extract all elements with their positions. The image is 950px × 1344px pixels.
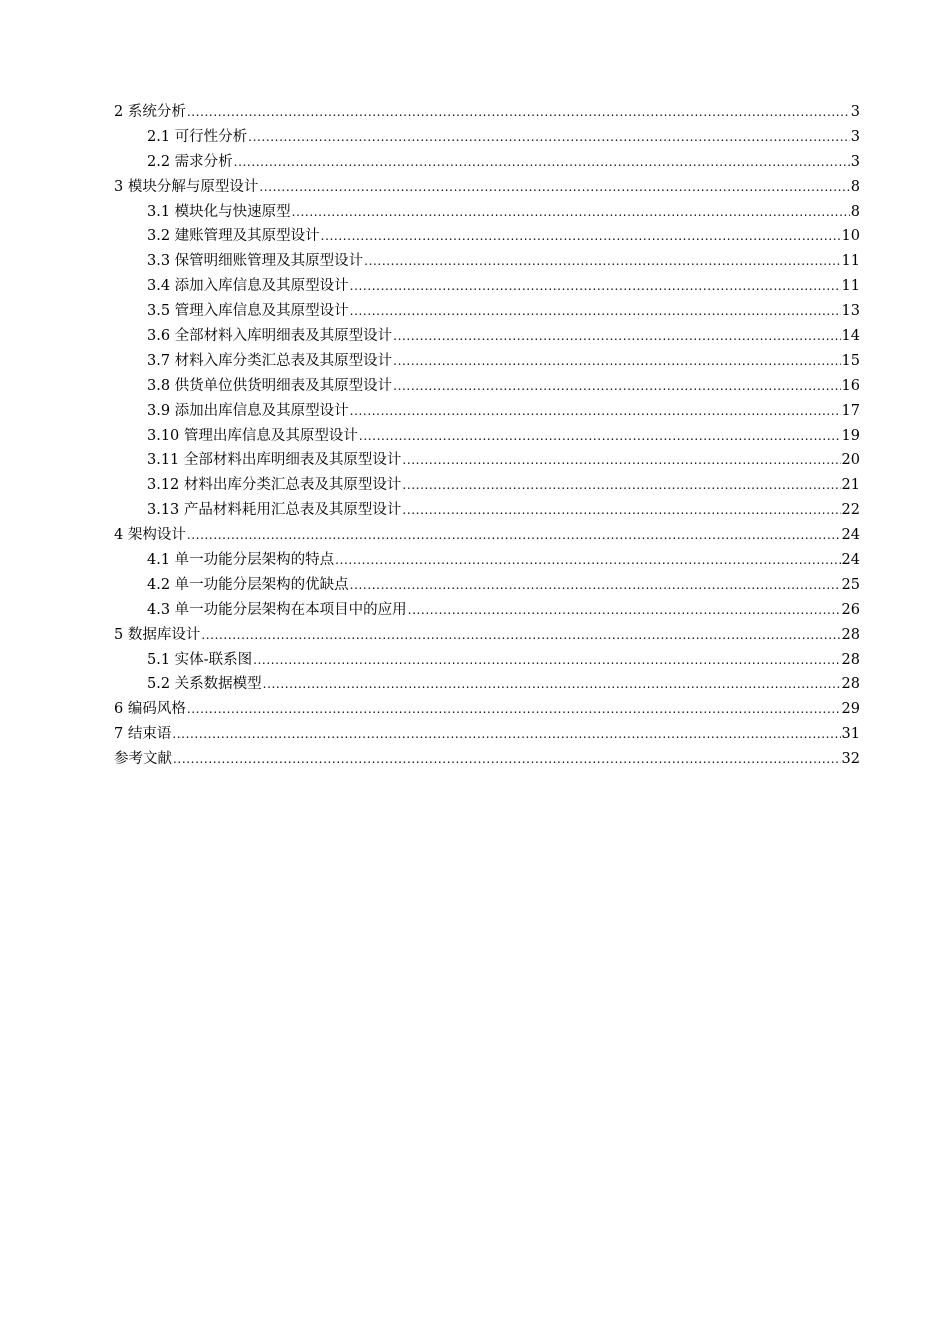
toc-entry-page: 24: [841, 552, 860, 569]
toc-entry-page: 20: [841, 452, 860, 469]
toc-entry-page: 21: [841, 477, 860, 494]
toc-entry-page: 28: [841, 676, 860, 693]
toc-entry-title: 6 编码风格: [114, 701, 186, 718]
toc-entry[interactable]: [114, 349, 860, 374]
toc-dot-leader: [402, 479, 840, 491]
toc-entry-page: 22: [841, 502, 860, 519]
toc-entry-page: 3: [850, 128, 860, 145]
toc-entry-title: 4.2 单一功能分层架构的优缺点: [147, 576, 349, 593]
toc-entry[interactable]: [114, 200, 860, 225]
toc-dot-leader: [292, 206, 850, 218]
toc-entry-title: 3.13 产品材料耗用汇总表及其原型设计: [147, 502, 402, 519]
toc-entry-title: 7 结束语: [114, 726, 172, 743]
toc-dot-leader: [173, 753, 841, 765]
toc-entry[interactable]: [114, 498, 860, 523]
toc-entry-title: 3.5 管理入库信息及其原型设计: [147, 303, 349, 320]
toc-entry[interactable]: [114, 523, 860, 548]
toc-entry-title: 3.4 添加入库信息及其原型设计: [147, 278, 349, 295]
toc-entry[interactable]: [114, 324, 860, 349]
toc-dot-leader: [259, 181, 849, 193]
toc-dot-leader: [350, 405, 841, 417]
toc-entry[interactable]: [114, 747, 860, 772]
toc-dot-leader: [364, 255, 840, 267]
toc-entry-title: 5 数据库设计: [114, 626, 201, 643]
toc-entry-title: 3.12 材料出库分类汇总表及其原型设计: [147, 477, 402, 494]
toc-entry-title: 3 模块分解与原型设计: [114, 178, 259, 195]
toc-entry-title: 5.2 关系数据模型: [147, 676, 262, 693]
toc-entry[interactable]: [114, 672, 860, 697]
toc-dot-leader: [321, 230, 841, 242]
toc-entry[interactable]: [114, 249, 860, 274]
toc-dot-leader: [187, 529, 841, 541]
toc-entry-page: 16: [841, 377, 860, 394]
toc-entry[interactable]: [114, 722, 860, 747]
toc-entry-page: 17: [841, 402, 860, 419]
toc-dot-leader: [234, 156, 850, 168]
toc-entry[interactable]: [114, 125, 860, 150]
toc-entry-page: 19: [841, 427, 860, 444]
toc-entry-page: 31: [841, 726, 860, 743]
toc-entry-title: 3.8 供货单位供货明细表及其原型设计: [147, 377, 393, 394]
toc-dot-leader: [393, 330, 840, 342]
toc-dot-leader: [187, 106, 850, 118]
toc-dot-leader: [263, 678, 841, 690]
toc-entry-title: 3.10 管理出库信息及其原型设计: [147, 427, 358, 444]
toc-entry[interactable]: [114, 598, 860, 623]
toc-dot-leader: [408, 604, 841, 616]
toc-entry-title: 4.1 单一功能分层架构的特点: [147, 552, 335, 569]
toc-entry[interactable]: [114, 399, 860, 424]
toc-dot-leader: [350, 280, 841, 292]
toc-dot-leader: [393, 355, 840, 367]
toc-dot-leader: [187, 703, 841, 715]
toc-entry-title: 3.6 全部材料入库明细表及其原型设计: [147, 328, 393, 345]
toc-entry-page: 15: [841, 352, 860, 369]
toc-entry[interactable]: [114, 697, 860, 722]
toc-entry-title: 3.3 保管明细账管理及其原型设计: [147, 253, 364, 270]
toc-dot-leader: [402, 504, 840, 516]
toc-entry-title: 参考文献: [114, 751, 172, 768]
toc-entry[interactable]: [114, 224, 860, 249]
toc-entry-title: 3.1 模块化与快速原型: [147, 203, 291, 220]
toc-entry-page: 26: [841, 601, 860, 618]
toc-entry-title: 2.2 需求分析: [147, 153, 233, 170]
toc-entry[interactable]: [114, 374, 860, 399]
toc-entry[interactable]: [114, 473, 860, 498]
toc-entry-page: 29: [841, 701, 860, 718]
toc-dot-leader: [335, 554, 840, 566]
toc-dot-leader: [248, 131, 850, 143]
toc-dot-leader: [253, 654, 840, 666]
table-of-contents: [114, 100, 860, 772]
toc-entry-page: 11: [841, 278, 860, 295]
toc-entry-page: 8: [850, 178, 860, 195]
toc-entry[interactable]: [114, 150, 860, 175]
toc-entry-page: 32: [841, 751, 860, 768]
toc-entry-page: 8: [850, 203, 860, 220]
toc-dot-leader: [201, 629, 840, 641]
toc-entry[interactable]: [114, 299, 860, 324]
toc-entry[interactable]: [114, 548, 860, 573]
toc-entry-page: 28: [841, 651, 860, 668]
toc-entry[interactable]: [114, 100, 860, 125]
toc-dot-leader: [393, 380, 840, 392]
toc-entry-page: 14: [841, 328, 860, 345]
toc-dot-leader: [350, 579, 841, 591]
toc-dot-leader: [402, 454, 840, 466]
toc-entry-title: 2.1 可行性分析: [147, 128, 248, 145]
toc-entry[interactable]: [114, 648, 860, 673]
toc-entry-page: 24: [841, 527, 860, 544]
toc-entry-page: 3: [850, 153, 860, 170]
toc-entry[interactable]: [114, 424, 860, 449]
toc-entry[interactable]: [114, 274, 860, 299]
toc-dot-leader: [359, 430, 841, 442]
toc-dot-leader: [172, 728, 840, 740]
toc-dot-leader: [350, 305, 841, 317]
toc-entry-title: 2 系统分析: [114, 104, 186, 120]
toc-entry-page: 11: [841, 253, 860, 270]
toc-entry-title: 5.1 实体-联系图: [147, 651, 253, 668]
toc-entry[interactable]: [114, 448, 860, 473]
toc-entry-title: 3.2 建账管理及其原型设计: [147, 228, 320, 245]
toc-entry-title: 3.11 全部材料出库明细表及其原型设计: [147, 452, 402, 469]
toc-entry-title: 3.7 材料入库分类汇总表及其原型设计: [147, 352, 393, 369]
toc-entry[interactable]: [114, 623, 860, 648]
toc-entry[interactable]: [114, 175, 860, 200]
toc-entry-page: 3: [850, 104, 860, 120]
toc-entry[interactable]: [114, 573, 860, 598]
toc-entry-page: 10: [841, 228, 860, 245]
toc-entry-page: 25: [841, 576, 860, 593]
toc-entry-title: 3.9 添加出库信息及其原型设计: [147, 402, 349, 419]
toc-entry-title: 4 架构设计: [114, 527, 186, 544]
toc-entry-page: 28: [841, 626, 860, 643]
toc-entry-title: 4.3 单一功能分层架构在本项目中的应用: [147, 601, 407, 618]
toc-entry-page: 13: [841, 303, 860, 320]
